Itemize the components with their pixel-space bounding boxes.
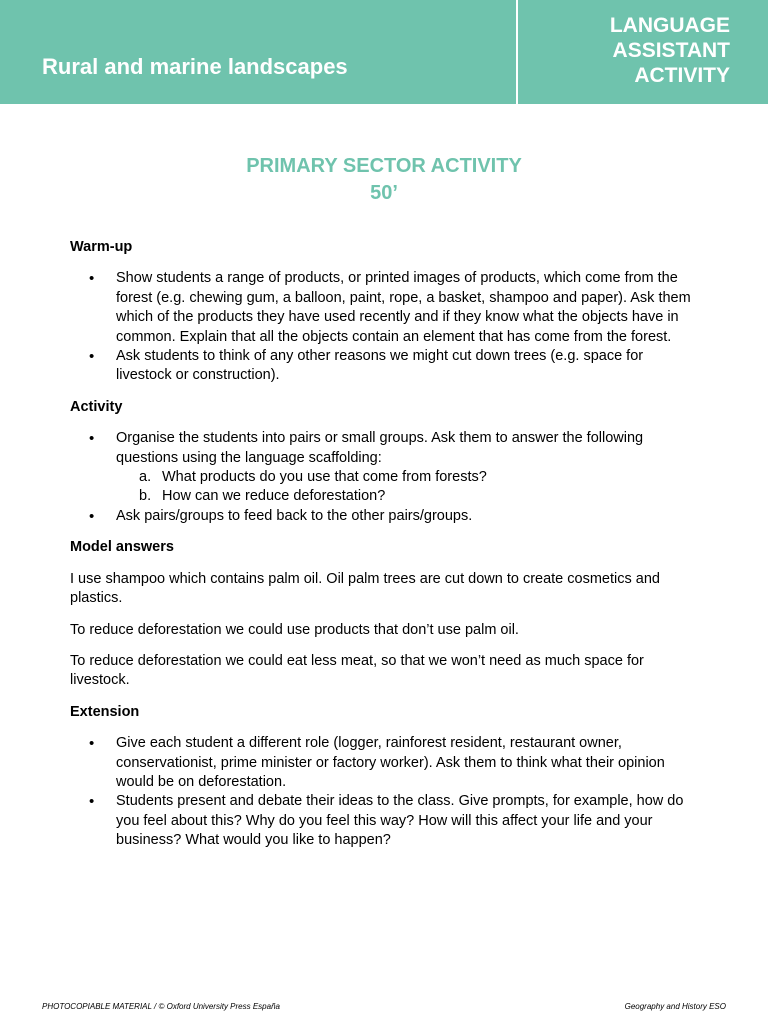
section-heading-activity: Activity bbox=[70, 398, 123, 415]
list-item: • Ask students to think of any other reasons we might cut down trees (e.g. space for livestock or construction). bbox=[70, 347, 700, 386]
footer-subject: Geography and History ESO bbox=[624, 1002, 726, 1011]
list-item bbox=[70, 429, 700, 507]
question-text: How can we reduce deforestation? bbox=[162, 488, 386, 505]
list-item: • Ask pairs/groups to feed back to the other pairs/groups. bbox=[70, 507, 700, 526]
duration-label: 50’ bbox=[370, 182, 398, 204]
section-heading-warmup: Warm-up bbox=[70, 239, 133, 255]
paragraph: To reduce deforestation we could eat less meat, so that we won’t need as much space for livestock. bbox=[70, 652, 644, 689]
section-heading-extension: Extension bbox=[70, 703, 140, 720]
header-divider bbox=[516, 0, 518, 104]
extension-list bbox=[70, 734, 700, 850]
list-item: • Show students a range of products, or printed images of products, which come from the forest (e.g. chewing gum, a balloon, paint, rope, a basket, shampoo and paper). Ask them which of the products they have used recently and if they know what the objects have in common. Explain that all the objects contain an element that has come from the forest. bbox=[70, 269, 700, 347]
section-heading-model-answers: Model answers bbox=[70, 539, 174, 556]
activity-type-line: LANGUAGE bbox=[609, 14, 730, 37]
header-banner bbox=[0, 0, 768, 104]
unit-title: Rural and marine landscapes bbox=[42, 54, 348, 79]
activity-type-label bbox=[530, 13, 730, 88]
paragraph: To reduce deforestation we could use products that don’t use palm oil. bbox=[70, 621, 519, 638]
list-item-text: Organise the students into pairs or small groups. Ask them to answer the following questions using the language scaffolding: bbox=[116, 430, 644, 466]
activity-type-line: ASSISTANT bbox=[612, 39, 730, 62]
paragraph: I use shampoo which contains palm oil. Oil palm trees are cut down to create cosmetics and plastics. bbox=[70, 570, 660, 607]
list-item: • Students present and debate their ideas to the class. Give prompts, for example, how do you feel about this? Why do you feel this way? How will this affect your life and your business? What would you like to happen? bbox=[70, 792, 700, 850]
question-text: What products do you use that come from forests? bbox=[162, 469, 487, 486]
question-letter: b. bbox=[139, 488, 152, 505]
footer-copyright: PHOTOCOPIABLE MATERIAL / © Oxford University Press España bbox=[42, 1002, 280, 1011]
page-title: PRIMARY SECTOR ACTIVITY bbox=[246, 155, 522, 177]
document-body bbox=[70, 238, 700, 851]
activity-type-line: ACTIVITY bbox=[634, 64, 730, 87]
activity-list bbox=[70, 429, 700, 526]
question-list bbox=[116, 468, 700, 507]
list-item: • Give each student a different role (logger, rainforest resident, restaurant owner, conservationist, prime minister or factory worker). Ask them to think what their opinion would be on deforestation. bbox=[70, 734, 700, 792]
question-item bbox=[116, 468, 700, 487]
question-item bbox=[116, 487, 700, 506]
warmup-list bbox=[70, 269, 700, 385]
question-letter: a. bbox=[139, 469, 152, 486]
